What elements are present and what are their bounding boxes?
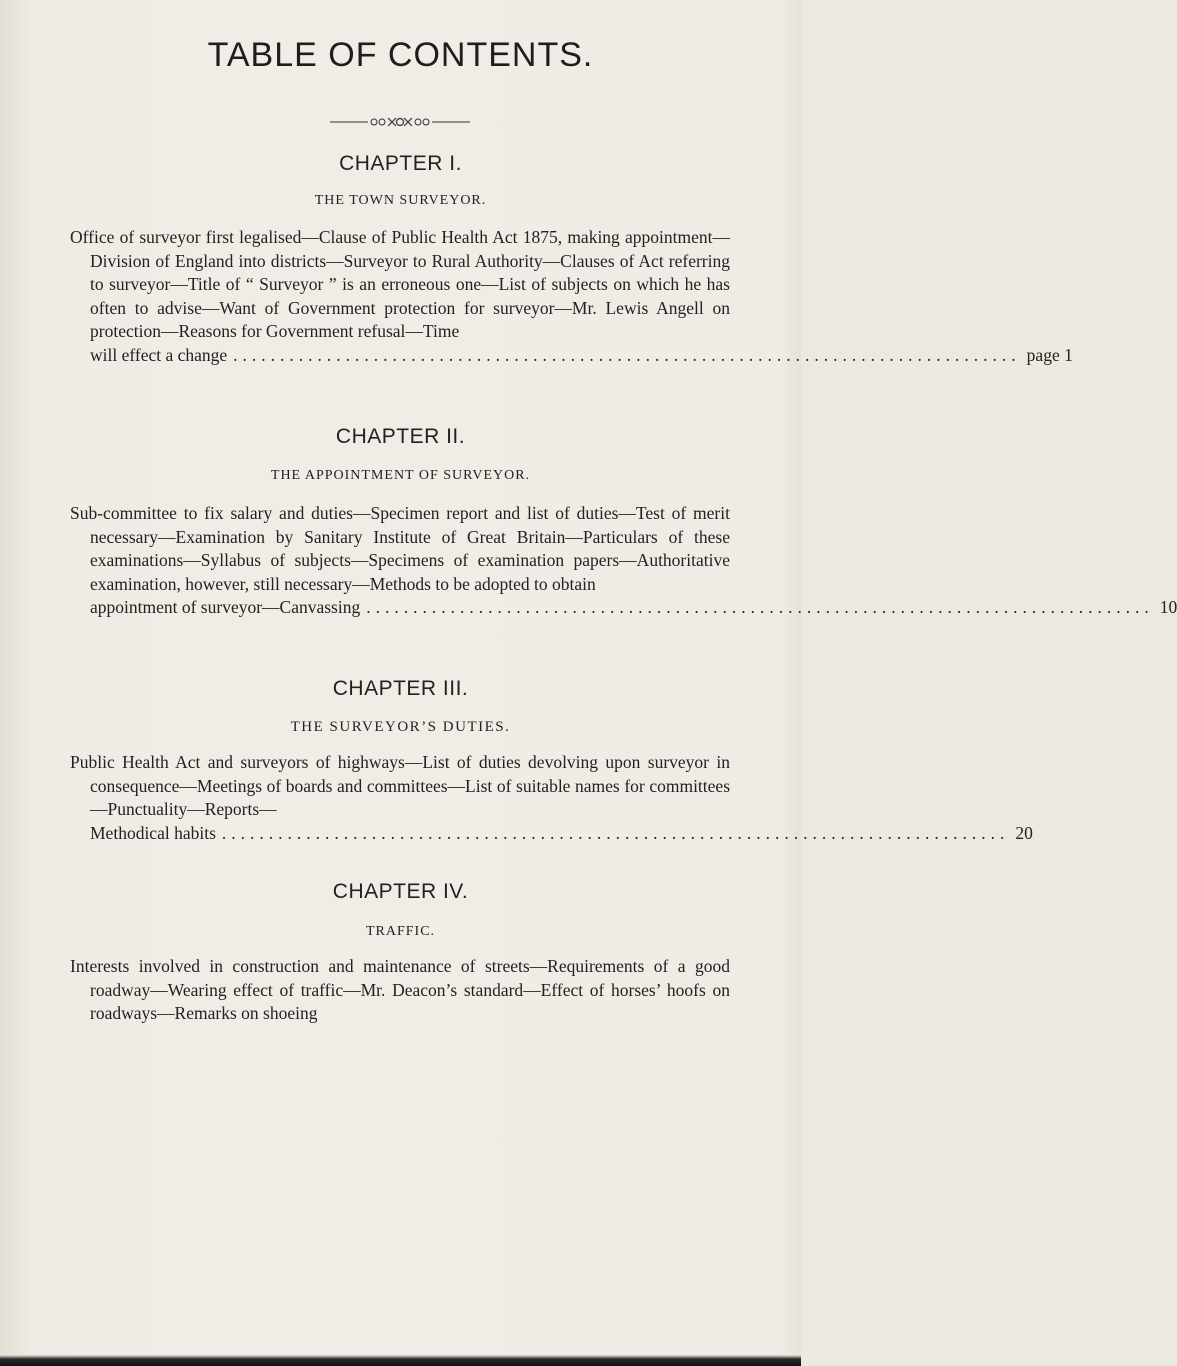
chapter-summary xyxy=(70,955,730,1026)
page-edge-shadow xyxy=(0,1355,801,1366)
page-title: TABLE OF CONTENTS. xyxy=(207,36,594,74)
page-number: page 1 xyxy=(1026,344,1073,365)
chapter-summary xyxy=(70,751,1033,845)
ornament-divider xyxy=(330,115,470,129)
dot-leader: .................................................................................... xyxy=(233,344,1021,365)
toc-entry-line xyxy=(90,344,1073,368)
toc-entry-line xyxy=(90,596,1177,620)
chapter-heading: CHAPTER III. xyxy=(332,677,469,700)
toc-last-line: Methodical habits xyxy=(90,822,216,843)
dot-leader: .................................................................................... xyxy=(366,597,1154,617)
chapter-summary-text: Interests involved in construction and maintenance of streets—Requirements of a good roadway—Wearing effect of traffic—Mr. Deacon’s standard—Effect of horses’ hoofs on roadways—Remarks on shoeing xyxy=(70,956,730,1023)
chapter-heading: CHAPTER I. xyxy=(339,152,462,175)
chapter-subtitle: THE APPOINTMENT OF SURVEYOR. xyxy=(270,468,531,483)
dot-leader: .................................................................................... xyxy=(221,822,1010,843)
toc-last-line: will effect a change xyxy=(90,344,228,365)
page-number: 20 xyxy=(1015,822,1033,843)
toc-entry-line xyxy=(90,822,1033,846)
chapter-subtitle: THE TOWN SURVEYOR. xyxy=(314,193,487,208)
chapter-summary-text: Sub-committee to fix salary and duties—Specimen report and list of duties—Test of merit necessary—Examination by Sanitary Institute of Great Britain—Particulars of these examinations—Syllabus of subjects—Specimens of examination papers—Authoritative examination, however, still necessary—Methods to be adopted to obtain xyxy=(70,503,730,594)
chapter-summary xyxy=(70,502,1177,620)
chapter-subtitle: THE SURVEYOR’S DUTIES. xyxy=(290,719,511,735)
chapter-heading: CHAPTER IV. xyxy=(332,880,469,903)
toc-last-line: appointment of surveyor—Canvassing xyxy=(90,597,361,617)
page-number: 10 xyxy=(1159,597,1177,617)
chapter-heading: CHAPTER II. xyxy=(335,425,466,448)
chapter-summary-text: Office of surveyor first legalised—Clause of Public Health Act 1875, making appointment—Division of England into districts—Surveyor to Rural Authority—Clauses of Act referring to surveyor—Title of “ Surveyor ” is an erroneous one—List of subjects on which he has often to advise—Want of Government protection for surveyor—Mr. Lewis Angell on protection—Reasons for Government refusal—Time xyxy=(70,227,730,341)
chapter-summary xyxy=(70,226,1073,367)
chapter-summary-text: Public Health Act and surveyors of highways—List of duties devolving upon surveyor in consequence—Meetings of boards and committees—List of suitable names for committees—Punctuality—Reports— xyxy=(70,752,730,819)
chapter-subtitle: TRAFFIC. xyxy=(365,924,436,939)
